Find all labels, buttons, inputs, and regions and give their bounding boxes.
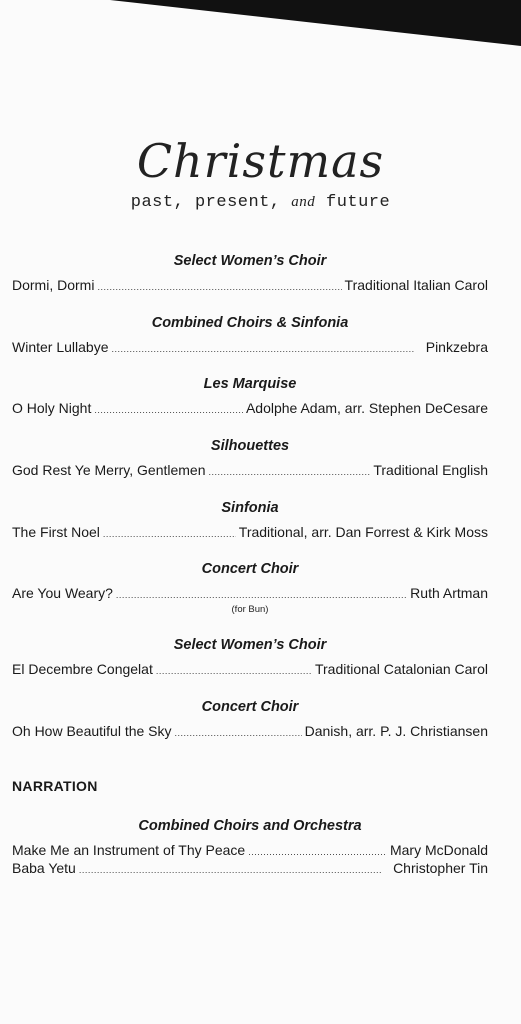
composer-name: Traditional English — [373, 462, 488, 478]
program-entry — [12, 660, 488, 678]
composer-name: Traditional Italian Carol — [344, 277, 488, 293]
composer-name: Pinkzebra — [425, 339, 488, 355]
program-entry — [12, 722, 488, 740]
program-section — [12, 560, 488, 615]
program-entry — [12, 461, 488, 479]
piece-title: The First Noel — [12, 524, 100, 540]
dot-leader — [94, 401, 243, 419]
program-entry — [12, 399, 488, 417]
ensemble-name: Silhouettes — [210, 438, 290, 454]
piece-title: Baba Yetu — [12, 860, 76, 876]
dot-leader — [97, 278, 341, 296]
dot-leader — [103, 525, 236, 543]
ensemble-name: Sinfonia — [221, 500, 279, 516]
program-section — [12, 499, 488, 541]
program-entry — [12, 276, 488, 294]
program-entry — [12, 859, 488, 877]
dot-leader — [116, 586, 407, 604]
piece-title: Make Me an Instrument of Thy Peace — [12, 842, 246, 858]
piece-title: Are You Weary? — [12, 585, 113, 601]
composer-name: Mary McDonald — [389, 842, 488, 858]
piece-title: El Decembre Congelat — [12, 661, 153, 677]
composer-name: Adolphe Adam, arr. Stephen DeCesare — [245, 400, 488, 416]
narration-heading: NARRATION — [12, 778, 98, 794]
composer-name: Christopher Tin — [393, 860, 488, 876]
ensemble-name: Les Marquise — [203, 376, 297, 392]
ensemble-name: Concert Choir — [201, 699, 299, 715]
program-header — [0, 135, 521, 212]
dot-leader — [156, 662, 312, 680]
program-section — [12, 314, 488, 356]
program-entry — [12, 338, 488, 356]
dot-leader — [175, 724, 302, 742]
program-entry — [12, 523, 488, 541]
program-subtitle: past, present, and future — [130, 193, 391, 212]
program-section — [12, 698, 488, 740]
piece-title: God Rest Ye Merry, Gentlemen — [12, 462, 206, 478]
composer-name: Ruth Artman — [410, 585, 488, 601]
program-section — [12, 252, 488, 294]
program-section — [12, 375, 488, 417]
program-title: Christmas — [136, 134, 385, 188]
ensemble-name: Concert Choir — [201, 561, 299, 577]
ensemble-name: Select Women’s Choir — [173, 637, 327, 653]
piece-title: O Holy Night — [12, 400, 92, 416]
piece-title: Oh How Beautiful the Sky — [12, 723, 172, 739]
dedication-note: (for Bun) — [231, 604, 269, 615]
ensemble-name: Select Women’s Choir — [173, 253, 327, 269]
dot-leader — [112, 340, 423, 358]
dot-leader — [79, 861, 390, 879]
dot-leader — [209, 463, 371, 481]
program-entry — [12, 584, 488, 602]
program-section — [12, 636, 488, 678]
dot-leader — [248, 843, 387, 861]
composer-name: Traditional Catalonian Carol — [314, 661, 488, 677]
program-entry — [12, 841, 488, 859]
ensemble-name: Combined Choirs and Orchestra — [138, 818, 362, 834]
corner-shadow — [0, 0, 521, 50]
composer-name: Danish, arr. P. J. Christiansen — [304, 723, 488, 739]
finale-section — [12, 817, 488, 877]
program-section — [12, 437, 488, 479]
piece-title: Winter Lullabye — [12, 339, 109, 355]
composer-name: Traditional, arr. Dan Forrest & Kirk Moss — [238, 524, 488, 540]
ensemble-name: Combined Choirs & Sinfonia — [151, 315, 349, 331]
piece-title: Dormi, Dormi — [12, 277, 95, 293]
